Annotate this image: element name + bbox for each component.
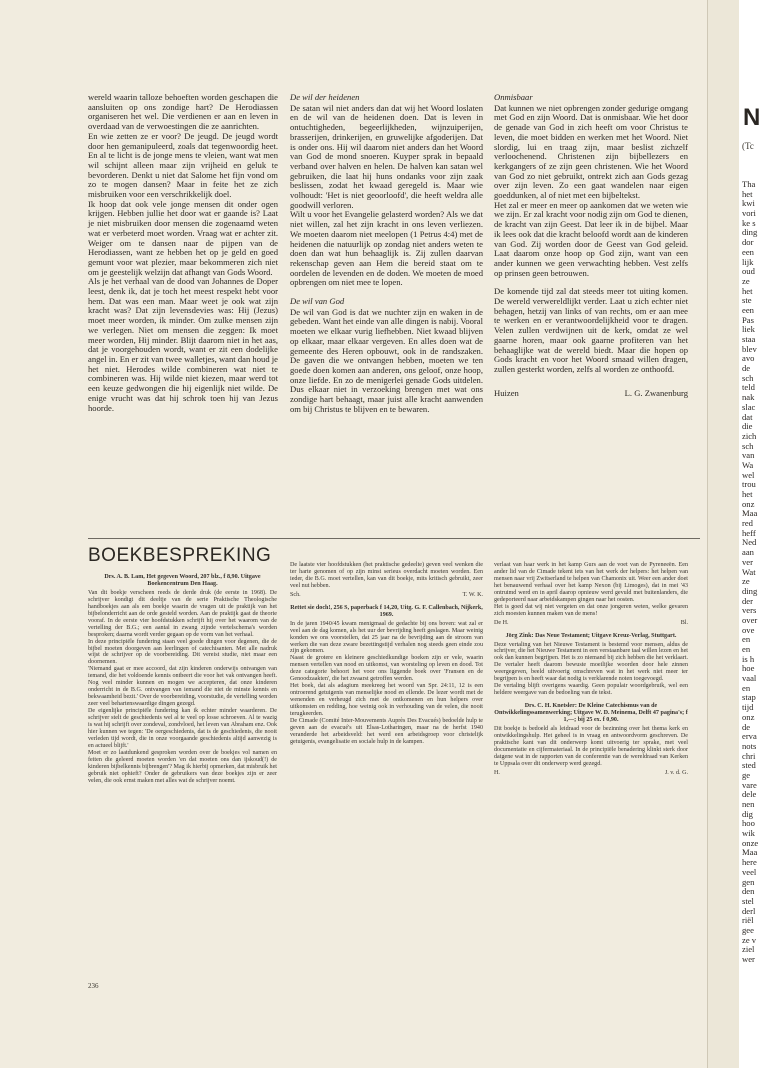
review-paragraph: Deze vertaling van het Nieuwe Testament is bestemd voor mensen, aldus de schrijver, die het Nieuwe Testament in een verstaanbare taal willen lezen en het ook dan kunnen begrijpen. Het is zo niemand bij zich hebben die het verklaart. De vertaler heeft daarom bewuste moeilijke woorden door hele zinnen weergegeven, beeld uitvoerig omschreven wat in het werk niet meer ter begrijpen is en heeft waar dat nodig is verklarende noten toegevoegd. [494, 641, 688, 683]
adjacent-line-fragment: here [742, 857, 757, 868]
adjacent-line-fragment: het [742, 188, 753, 199]
adjacent-line-fragment: ste [742, 295, 752, 306]
review-paragraph: In de jaren 1940/45 kwam menigmaal de gedachte bij ons boven: wat zal er veel aan de dag komen, als het uur der bevrijding heeft geslagen. Maar weinig konden we ons voorstellen, dat 25 jaar na de bevrijding aan de stroom van werken die van deze zware bezettingstijd verhalen nog steeds geen einde zou zijn gekomen. [290, 620, 483, 655]
review-column-1 [88, 570, 277, 785]
adjacent-line-fragment: vers [742, 605, 757, 616]
adjacent-line-fragment: der [742, 595, 753, 606]
adjacent-line-fragment: vaal [742, 673, 757, 684]
section-divider [88, 538, 700, 539]
adjacent-line-fragment: zich [742, 430, 757, 441]
adjacent-line-fragment: onz [742, 498, 755, 509]
article-paragraph: Ik hoop dat ook vele jonge mensen dit onder ogen krijgen. Hebben jullie het door wat er gaande is? Laat je niet misbruiken door mensen die zogenaamd weten wat er verbeterd moet worden. Vraag wat er achter zit. Weiger om te dansen naar de pijpen van de Herodiassen, want ze hebben het op je geld en goed gemunt voor wat plezier, maar bekommeren zich niet om je geestelijk welzijn dat afhangt van Gods Woord. [88, 198, 278, 277]
adjacent-line-fragment: van [742, 450, 755, 461]
adjacent-line-fragment: nots [742, 740, 757, 751]
review-paragraph: De laatste vier hoofdstukken (het praktische gedeelte) geven veel wenken die ter harte genomen of op zijn minst serieus overdacht moeten worden. Een ieder, die B.G. moet vertellen, kan van dit boekje, mits kritisch gebruikt, zeer veel nut hebben. [290, 562, 483, 589]
adjacent-line-fragment: gen [742, 876, 755, 887]
review-book-title: Jörg Zink: Das Neue Testament; Uitgave Kreuz-Verlag, Stuttgart. [505, 632, 677, 639]
adjacent-line-fragment: ke s [742, 217, 756, 228]
section-title: BOEKBESPREKING [88, 545, 272, 566]
adjacent-line-fragment: blev [742, 343, 757, 354]
reviewer-initials: J. v. d. G. [664, 769, 688, 776]
adjacent-line-fragment: dig [742, 808, 753, 819]
adjacent-line-fragment: den [742, 886, 755, 897]
adjacent-line-fragment: de [742, 363, 751, 374]
article-paragraph: En wie zetten ze er voor? De jeugd. De jeugd wordt door hen gemanipuleerd, zoals dat tegenwoordig heet. En al te licht is de jonge mens te vleien, want wat men wil schijnt alleen maar zijn vrijheid en geluk te bevorderen. Denkt u niet dat Salome het fijn vond om zo te mogen dansen? Maar in feite het ze zich misbruiken voor een verschrikkelijk doel. [88, 130, 278, 200]
review-signature: De H. Bl. [494, 619, 688, 626]
adjacent-line-fragment: wer [742, 954, 755, 964]
adjacent-line-fragment: dele [742, 789, 757, 800]
adjacent-line-fragment: lijk [742, 256, 754, 267]
article-paragraph: wereld waarin talloze behoeften worden geschapen die aansluiten op ons zondige hart? De Herodiassen organiseren het wel. Die verdienen er aan en leven in overdaad van de verwoestingen die ze aanrichten. [88, 92, 278, 132]
adjacent-line-fragment: en [742, 682, 751, 693]
adjacent-line-fragment: wel [742, 469, 755, 480]
adjacent-line-fragment: en [742, 634, 751, 645]
article-paragraph: De wil van God is dat we nuchter zijn en waken in de gebeden. Want het einde van alle dingen is nabij. Vooral moeten we elkaar vurig liefhebben. Niet kwaad blijven op elkaar, maar elkaar vergeven. En alles doen wat de gemeente des Heren opbouwt, ook in de randszaken. De gaven die we ontvangen hebben, moeten we ten goede doen komen aan anderen, ons geloof, onze hoop, onze liefde. En zo de menigerlei genade Gods uitdelen. Dus elkaar niet in verzoeking brengen met wat ons zondige hart behaagt, maar juist alle kracht aanwenden om bij Christus te blijven en te bewaren. [290, 306, 483, 414]
adjacent-line-fragment: derl [742, 905, 756, 916]
adjacent-line-fragment: die [742, 421, 753, 432]
review-paragraph: Dit boekje is bedoeld als leidraad voor de bezinning over het thema kerk en ontwikkelingshulp. Het geheel is in vraag en antwoordvorm geschreven. De praktische kant van dit onderwerp komt uitvoerig ter sprake, met veel documentatie en cijfermateriaal. In de principiële benadering klinkt sterk door datgene wat in de rapporten van de conferentie van de wereldraad van Kerken te Uppsala over dit onderwerp werd gezegd. [494, 726, 688, 767]
review-column-3 [494, 562, 688, 777]
adjacent-line-fragment: liek [742, 324, 755, 335]
section-heading: De wil van God [290, 296, 345, 307]
adjacent-line-fragment: nen [742, 799, 755, 809]
adjacent-line-fragment: stel [742, 895, 754, 906]
adjacent-line-fragment: sch [742, 440, 754, 451]
adjacent-line-fragment: het [742, 489, 753, 499]
review-signature: Sch. T. W. K. [290, 591, 483, 598]
adjacent-line-fragment: slac [742, 401, 756, 412]
review-paragraph: 'Niemand gaat er mee accoord, dat zijn kinderen onderwijs ontvangen van iemand, die het voldoende kennis ontbeert die voor het vak ontvangen heeft. Nog veel minder kunnen en mogen we accepteren, dat onze kinderen onderricht in de B.G. ontvangen van iemand die niet de minste kennis en bekwaamheid bezit.' Over de voorbereiding, voorstudie, de vertelling worden zeer veel behartenswaardige dingen gezegd. [88, 666, 277, 708]
adjacent-line-fragment: onze [742, 837, 759, 848]
adjacent-line-fragment: ze [742, 576, 750, 587]
adjacent-line-fragment: veel [742, 866, 757, 877]
adjacent-page-subtitle: (Tc [742, 141, 754, 151]
adjacent-line-fragment: wik [742, 828, 755, 839]
adjacent-line-fragment: aan [742, 547, 754, 558]
adjacent-line-fragment: een [742, 304, 754, 315]
adjacent-line-fragment: dor [742, 237, 754, 248]
article-column-1 [88, 93, 278, 413]
adjacent-line-fragment: ziel [742, 944, 755, 955]
adjacent-line-fragment: chri [742, 750, 756, 761]
author-signature [494, 389, 688, 399]
adjacent-line-fragment: en [742, 644, 751, 654]
article-paragraph: De komende tijd zal dat steeds meer tot uiting komen. De wereld verwereldlijkt verder. Laat u zich echter niet behagen, hetzij van links of van rechts, om er aan mee te werken en er verantwoordelijkheid voor te dragen. Velen zullen verdwijnen uit de kerk, omdat ze wel gaarne horen, maar ook gaarne profiteren van het behaaglijke wat de wereld biedt. Maar die hopen op Gods kracht en voor het Woord smaad willen dragen, zullen gesterkt worden, zelfs al worden ze onthoofd. [494, 286, 688, 374]
reviewer-place: H. [494, 769, 500, 776]
adjacent-line-fragment: nak [742, 392, 755, 403]
review-paragraph: verlaat van haar werk in het kamp Gurs aan de voet van de Pyreneeën. Een ander lid van de Cimade tekent iets van het werk der helpers: het helpen van mensen naar vrij Zwitserland te helpen van Chamonix uit. Weer een ander doet het benauwend verhaal over het kamp Nexon (bij Limoges), dat in mei '43 ontruimd werd en in april daarop opnieuw werd gevuld met buitenlanders, die gedeporteerd naar arbeidskampen gingen naar het oosten. [494, 562, 688, 603]
article-paragraph: Dat kunnen we niet opbrengen zonder gedurige omgang met God en zijn Woord. Dat is onmisbaar. Wie het door de genade van God in zich heeft om voor Christus te leven, die moet bidden en werken met het Woord. Niet slordig, lui en traag zijn, maar beslist zichzelf verloochenend. Christenen zijn bijbellezers en kerkgangers of ze zijn geen christenen. Wie het Woord van God zo niet gebruikt, ontrekt zich aan Gods gezag over zijn leven. Zo een gaat wandelen naar eigen goeddunken, al of niet met een bijbeltekst. [494, 102, 688, 201]
adjacent-line-fragment: over [742, 614, 758, 625]
article-column-2 [290, 93, 483, 415]
review-paragraph: In deze principiële fundering staan veel goede dingen voor degenen, die de bijbel moeten doorgeven aan leerlingen of catechisanten. Met alle nadruk wijst de schrijver op de voorbereiding. Dit vereist studie, niet maar een doornemen. [88, 638, 277, 666]
adjacent-line-fragment: teld [742, 382, 755, 393]
adjacent-line-fragment: erva [742, 731, 757, 742]
adjacent-line-fragment: kwi [742, 198, 755, 209]
adjacent-line-fragment: red [742, 518, 753, 529]
signature-author: L. G. Zwanenburg [624, 387, 688, 398]
review-paragraph: De vertaling blijft overigens waardig. Geen populair woordgebruik, wel een heldere weergave van de bedoeling van de tekst. [494, 683, 688, 697]
adjacent-line-fragment: gee [742, 924, 754, 935]
review-paragraph: Moet er zo laatdunkend gesproken worden over de boekjes vol namen en feiten die geleerd moeten worden 'en dat moeten ons dan ijskoud(!) de kinderen bijbelkennis bijbrengen'? Mag ik hierbij opmerken, dat misbruik het gebruik niet ophieft? Onder de gebruikers van deze boekjes zijn er zeer velen, die ook ernst maken met alles wat de schrijver noemt. [88, 749, 277, 784]
adjacent-line-fragment: staa [742, 334, 756, 344]
adjacent-line-fragment: Maa [742, 847, 758, 858]
adjacent-line-fragment: ver [742, 556, 753, 567]
adjacent-page-edge [707, 0, 761, 1068]
adjacent-line-fragment: hoe [742, 663, 755, 674]
adjacent-line-fragment: Wat [742, 566, 756, 577]
review-paragraph: Van dit boekje verscheen reeds de derde druk (de eerste in 1968). De schrijver kondigt dit deeltje van de serie Praktische Theologische handboekjes aan als een boekje waarin de vragen uit de praktijk van het bijbelonderricht aan de orde gesteld worden. Aan de praktijk gaat de theorie vooraf. In de eerste vier hoofdstukken schrijft hij over het waarom van de vertelling der B.G.; een aantal in zwang zijnde vertelschema's worden besproken; daarna wordt verder gegaan op de vorm van het verhaal. [88, 589, 277, 638]
adjacent-line-fragment: oud [742, 266, 755, 277]
adjacent-line-fragment: sch [742, 372, 754, 383]
adjacent-line-fragment: hoo [742, 818, 755, 829]
review-paragraph: De Cimade (Comité Inter-Mouvements Auprès Des Evacués) bedoelde hulp te geven aan de evacué's uit Elsas-Lotharingen, maar na de herfst 1940 veranderde het arbeidsveld: het werd een arbeidsgroep voor christelijk getuigenis, evangelisatie en sociale hulp in de kampen. [290, 718, 483, 745]
adjacent-page-text [742, 180, 782, 965]
review-paragraph: De eigenlijke principiële fundering kan ik echter minder waarderen. De schrijver stelt de geschiedenis wel al te veel op losse schroeven. Al te wazig is wat hij schrijft over zondeval, zondvloed, het leven van Abraham enz. Ook hier kunnen we tegen: 'De oergeschiedenis, dat is de geschiedenis, die nooit verleden tijd wordt, die in onze voorgaande geschiedenis altijd aanwezig is en actueel blijft.' [88, 708, 277, 749]
adjacent-line-fragment: onz [742, 711, 755, 722]
adjacent-line-fragment: vori [742, 208, 756, 219]
adjacent-line-fragment: trou [742, 479, 756, 490]
adjacent-line-fragment: avo [742, 353, 755, 364]
adjacent-line-fragment: sted [742, 760, 756, 771]
adjacent-line-fragment: ze v [742, 934, 757, 945]
review-paragraph: Naast de grotere en kleinere geschiedkundige boeken zijn er vele, waarin mensen vertellen van nood en uitkomst, van worsteling op leven en dood. Tot deze categorie behoort het voor ons liggende boek over 'Fransen en de Genoodzaakten', die het zwaarst getroffen werden. [290, 655, 483, 683]
adjacent-line-fragment: is h [742, 653, 755, 664]
adjacent-line-fragment: het [742, 285, 753, 296]
adjacent-line-fragment: ding [742, 585, 758, 596]
adjacent-line-fragment: Pas [742, 314, 754, 325]
adjacent-line-fragment: ove [742, 624, 755, 635]
reviewer-initials: T. W. K. [462, 591, 483, 598]
article-paragraph: De satan wil niet anders dan dat wij het Woord loslaten en de wil van de heidenen doen. Dat is leven in ontuchtigheden, begeerlijkheden, wijnzuiperijen, brasserijen, drinkerijen, en gruwelijke afgoderijen. Dat is onder ons. Hij wil daarom niet anders dan het Woord van God de mond snoeren. Kuyper sprak in bepaald verband over halven en helen. De halven kan satan wel gebruiken, die laat hij huns ondanks voor zijn zaak beslissen, zodat het kwaad geregeld is. Maar wie volhoudt: 'Het is niet geoorloofd', die heeft weldra alle goodwill verloren. [290, 102, 483, 210]
adjacent-line-fragment: Ned [742, 537, 757, 548]
adjacent-line-fragment: riël [742, 915, 754, 926]
review-book-title: Drs. C. H. Knetsler: De Kleine Catechismus van de Ontwikkelingssamenwerking; Uitgave W. D. Meinema, Delft 47 pagina's; f 1,—; bij 25 ex. f 0,90. [494, 703, 688, 724]
review-paragraph: Het boek, dat als adagium meekreeg het woord van Spr. 24:11, 12 is een ontroerend getuigenis van menselijke nood en ellende. De lezer wordt met de wenenden en verheugd zich met de ontkomenen en hun helpers over uitkomsten en redding, hoe weinig ook in verhouding van de velen, die nooit terugkeerden. [290, 683, 483, 718]
signature-place: Huizen [494, 387, 519, 398]
section-heading: Onmisbaar [494, 92, 533, 102]
adjacent-line-fragment: ze [742, 275, 750, 286]
adjacent-line-fragment: heff [742, 527, 756, 538]
article-paragraph: Wilt u voor het Evangelie gelasterd worden? Als we dat niet willen, zal het zijn kracht in ons leven verliezen. We moeten daarom niet meelopen (1 Petrus 4:4) met de heidenen die natuurlijk op zondag niet anders weten te doen dan wat hun behaaglijk is. Zij zullen daarvan rekenschap geven aan Hem die bereid staat om te oordelen de levenden en de doden. We moeten de moed opbrengen om niet mee te lopen. [290, 209, 483, 288]
adjacent-line-fragment: ge [742, 769, 751, 780]
review-column-2 [290, 562, 483, 746]
reviewer-initials: Bl. [680, 619, 688, 626]
adjacent-line-fragment: tijd [742, 702, 754, 713]
review-paragraph: Het is goed dat wij niet vergeten en dat onze jongeren weten, welke gevaren zich moesten kunnen maken van de mens! [494, 603, 688, 617]
review-book-title: Drs. A. B. Lam, Het gegeven Woord, 207 blz., f 8,90. Uitgave Boekencentrum Den Haag. [104, 574, 261, 587]
review-signature [494, 770, 688, 777]
article-paragraph: Het zal er meer en meer op aankomen dat we weten wie we zijn. Er zal kracht voor nodig zijn om God te dienen, de kracht van zijn Geest. Dat leer ik in de bijbel. Maar ik lees ook dat die kracht beloofd wordt aan de kinderen van God. Zij worden door de Geest van God geleid. Laat daarom onze hoop op God zijn, want van een ander kunnen we geen verwachting hebben. Vest zelfs op prinsen geen betrouwen. [494, 199, 688, 278]
page-number: 236 [88, 982, 99, 990]
adjacent-page-title: N [743, 104, 761, 131]
adjacent-line-fragment: de [742, 721, 751, 732]
adjacent-line-fragment: Maa [742, 508, 758, 519]
adjacent-line-fragment: ding [742, 227, 758, 238]
article-paragraph: Als je het verhaal van de dood van Johannes de Doper leest, denk ik, dat je toch het meest respekt hebt voor hem. Dat was een man. Maar weet je ook wat zijn kracht was? Dat zijn levensdevies was: Hij (Jezus) moet meer worden, ik minder. Om zulke mensen zijn we verlegen. Niet om mensen die zeggen: Ik moet meer worden, Hij minder. Blijt daarom niet in het aas, dat je voorgehouden wordt, want er zit een dodelijke angel in. En er zit van twee walletjes, want dan houd je het niet. Herodes wilde combineren wat niet te combineren was. Hij wilde niet kiezen, maar werd tot een keuze gedwongen die hij eigenlijk niet wilde. De enige vrucht was dat hij schrok toen hij van Jezus hoorde. [88, 276, 278, 413]
adjacent-line-fragment: een [742, 246, 754, 257]
article-column-3 [494, 93, 688, 398]
adjacent-line-fragment: vare [742, 779, 757, 790]
adjacent-line-fragment: stap [742, 692, 756, 703]
review-book-title: Rettet sie doch!, 256 S, paperback f 14,20, Uitg. G. F. Callenbach, Nijkerk, 1969. [290, 604, 483, 618]
section-heading: De wil der heidenen [290, 92, 360, 102]
adjacent-line-fragment: dat [742, 411, 753, 422]
adjacent-line-fragment: Tha [742, 179, 756, 189]
adjacent-line-fragment: Wa [742, 459, 754, 470]
